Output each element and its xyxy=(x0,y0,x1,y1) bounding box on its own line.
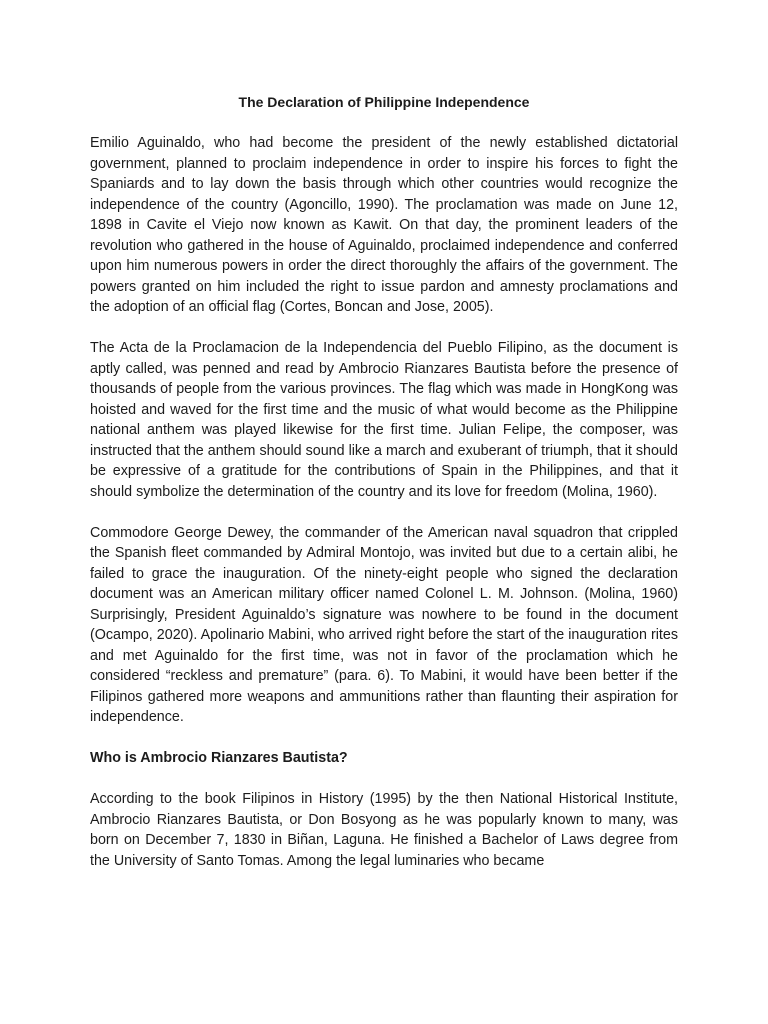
paragraph-bautista-biography: According to the book Filipinos in History (1995) by the then National Historical Institute, Ambrocio Rianzares Bautista, or Don Bosyong as he was popularly known to many, was born on December 7, 1830 in Biñan, Laguna. He finished a Bachelor of Laws degree from the University of Santo Tomas. Among the legal luminaries who became xyxy=(90,791,678,869)
document-title: The Declaration of Philippine Independence xyxy=(238,94,530,110)
paragraph-dewey-mabini: Commodore George Dewey, the commander of the American naval squadron that crippled the Spanish fleet commanded by Admiral Montojo, was invited but due to a certain alibi, he failed to grace the inauguration. Of the ninety-eight people who signed the declaration document was an American military officer named Colonel L. M. Johnson. (Molina, 1960) Surprisingly, President Aguinaldo’s signature was nowhere to be found in the document (Ocampo, 2020). Apolinario Mabini, who arrived right before the start of the inauguration rites and met Aguinaldo for the first time, was not in favor of the proclamation which he considered “reckless and premature” (para. 6). To Mabini, it would have been better if the Filipinos gathered more weapons and ammunitions rather than flaunting their aspiration for independence. xyxy=(90,524,678,725)
section-heading-bautista: Who is Ambrocio Rianzares Bautista? xyxy=(90,750,348,766)
paragraph-acta-proclamacion: The Acta de la Proclamacion de la Independencia del Pueblo Filipino, as the document is aptly called, was penned and read by Ambrocio Rianzares Bautista before the presence of thousands of people from the various provinces. The flag which was made in HongKong was hoisted and waved for the first time and the music of what would become as the Philippine national anthem was played likewise for the first time. Julian Felipe, the composer, was instructed that the anthem should sound like a march and exuberant of triumph, that it should be expressive of a gratitude for the contributions of Spain in the Philippines, and that it should symbolize the determination of the country and its love for freedom (Molina, 1960). xyxy=(90,340,678,500)
document-page xyxy=(90,92,678,892)
paragraph-aguinaldo-proclamation: Emilio Aguinaldo, who had become the president of the newly established dictatorial government, planned to proclaim independence in order to inspire his forces to fight the Spaniards and to lay down the basis through which other countries would recognize the independence of the country (Agoncillo, 1990). The proclamation was made on June 12, 1898 in Cavite el Viejo now known as Kawit. On that day, the prominent leaders of the revolution who gathered in the house of Aguinaldo, proclaimed independence and conferred upon him numerous powers in order the direct thoroughly the affairs of the government. The powers granted on him included the right to issue pardon and amnesty proclamations and the adoption of an official flag (Cortes, Boncan and Jose, 2005). xyxy=(90,135,678,315)
